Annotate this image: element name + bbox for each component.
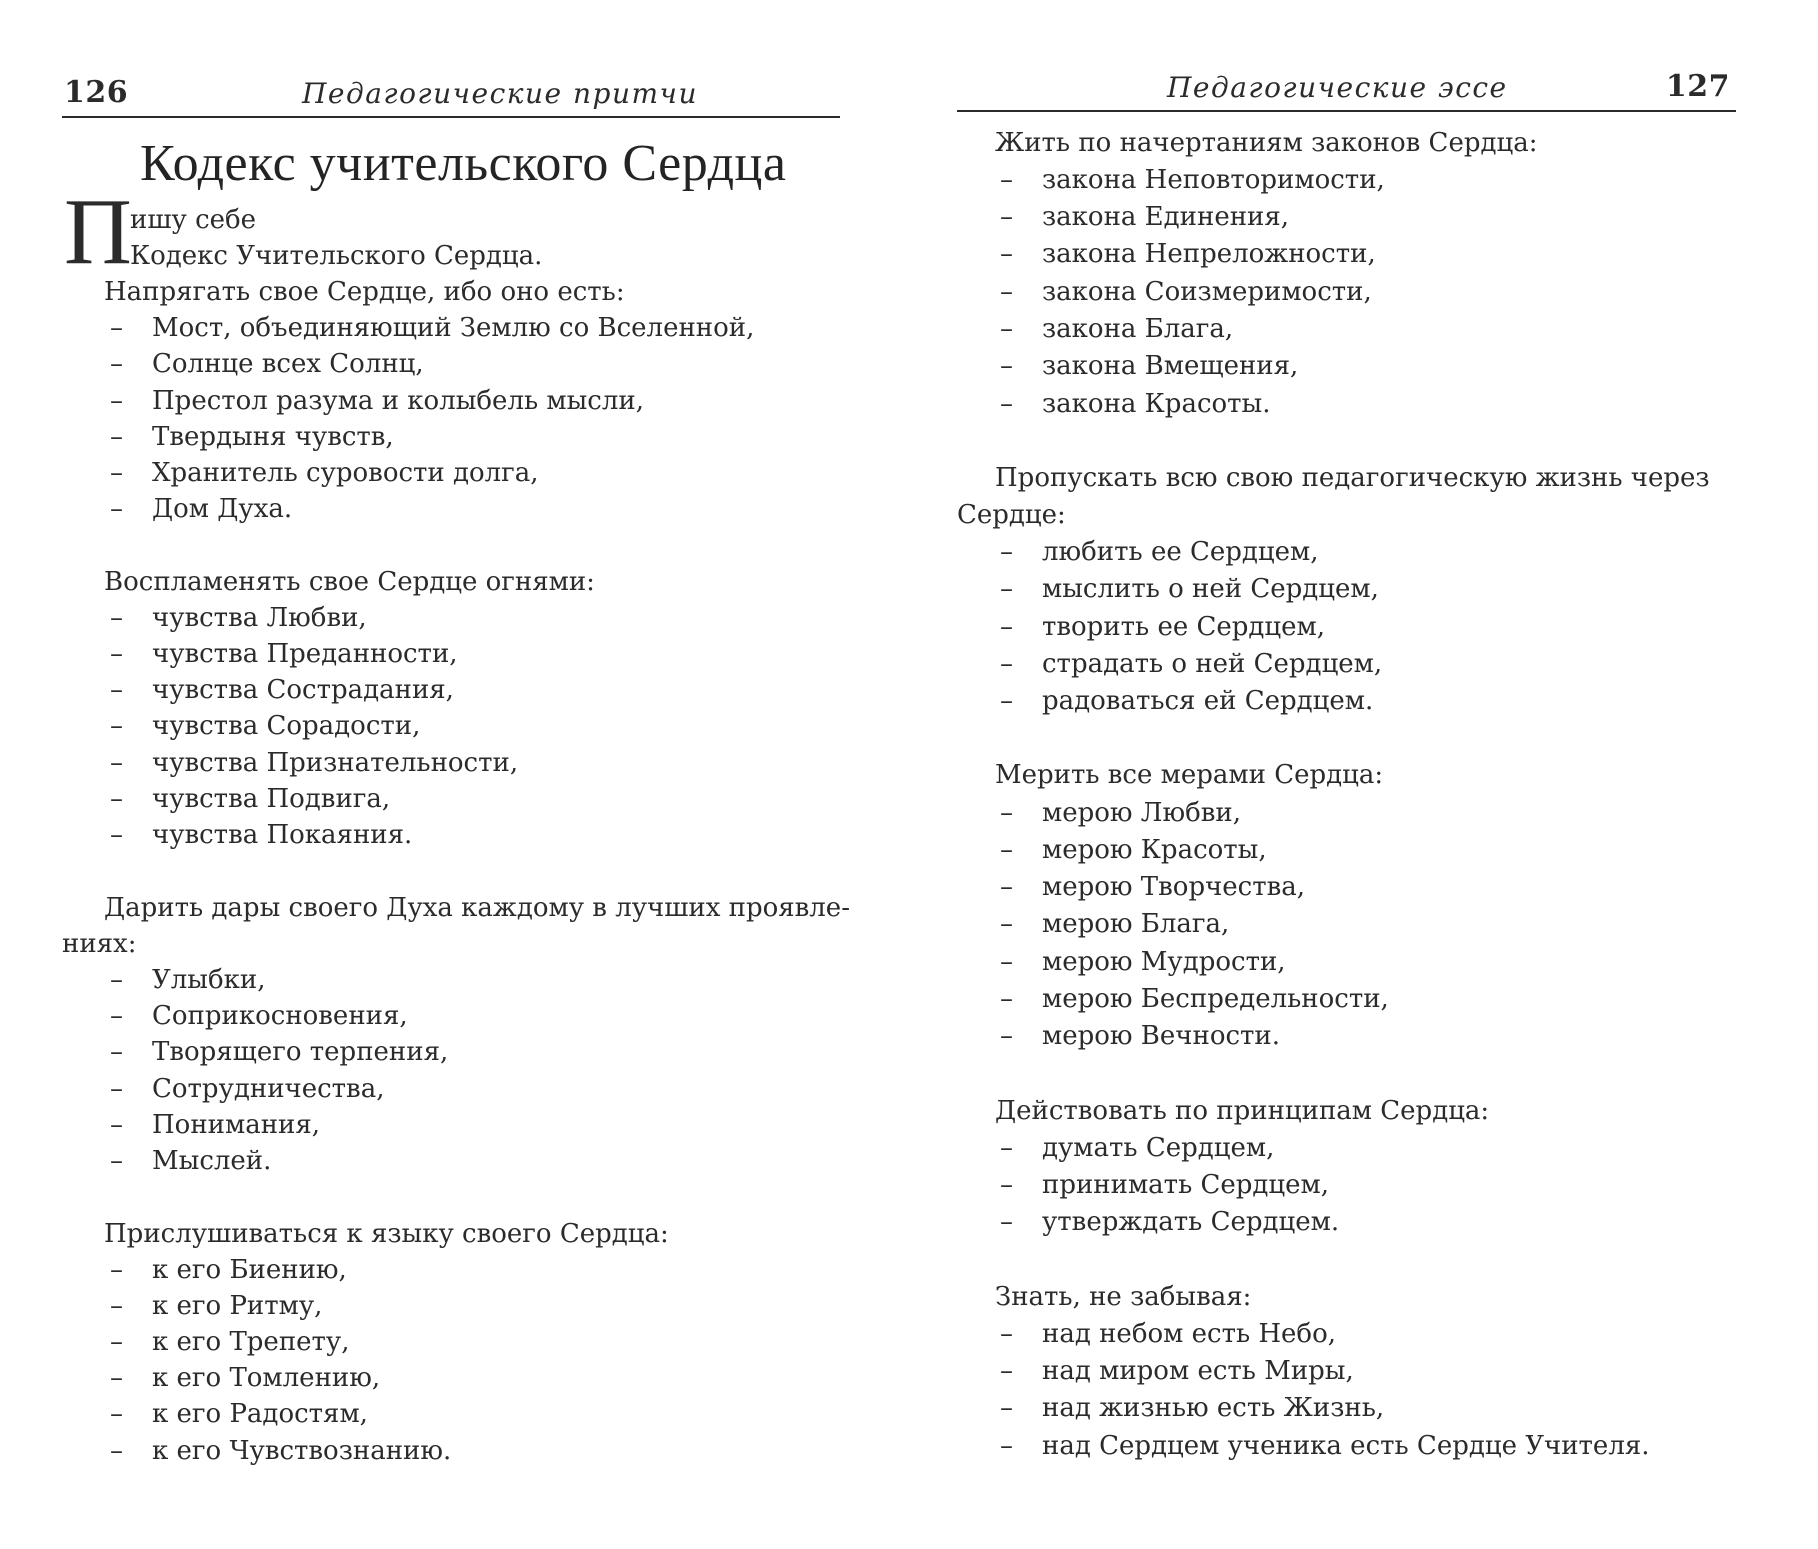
dash: –	[110, 422, 123, 452]
dash: –	[110, 965, 123, 995]
list-item-text: к его Ритму,	[152, 1291, 323, 1321]
list-item	[1000, 572, 1379, 606]
list-item-text: радоваться ей Сердцем.	[1042, 686, 1374, 716]
right-page	[940, 0, 1818, 1549]
list-item	[110, 1361, 380, 1395]
dash: –	[110, 784, 123, 814]
list-item	[110, 746, 518, 780]
dash: –	[1000, 909, 1013, 939]
dash: –	[110, 675, 123, 705]
list-item	[1000, 1354, 1354, 1388]
list-item	[110, 818, 412, 852]
dash: –	[1000, 537, 1013, 567]
list-item	[1000, 387, 1271, 421]
list-item-text: мыслить о ней Сердцем,	[1042, 574, 1379, 604]
dash: –	[1000, 686, 1013, 716]
list-item-text: принимать Сердцем,	[1042, 1170, 1330, 1200]
list-item-text: над небом есть Небо,	[1042, 1319, 1336, 1349]
dash: –	[110, 349, 123, 379]
list-item	[1000, 200, 1289, 234]
list-item	[1000, 982, 1389, 1016]
right-running-head	[957, 58, 1736, 112]
list-item	[1000, 535, 1319, 569]
list-item	[110, 601, 367, 635]
list-item	[1000, 1019, 1280, 1053]
list-item-text: любить ее Сердцем,	[1042, 537, 1319, 567]
list-item-text: закона Блага,	[1042, 314, 1234, 344]
intro-line: Кодекс Учительского Сердца.	[130, 241, 543, 271]
chapter-title: Кодекс учительского Сердца	[140, 135, 787, 192]
list-item	[110, 782, 390, 816]
dash: –	[1000, 165, 1013, 195]
list-item	[110, 1325, 349, 1359]
list-item	[110, 1434, 451, 1468]
list-item	[1000, 312, 1233, 346]
list-item	[110, 1289, 322, 1323]
list-item	[1000, 1131, 1274, 1165]
list-item	[1000, 237, 1376, 271]
list-item	[1000, 163, 1385, 197]
list-item	[1000, 1205, 1339, 1239]
dash: –	[110, 639, 123, 669]
list-item-text: мерою Блага,	[1042, 909, 1230, 939]
list-item	[110, 673, 454, 707]
list-item-text: Улыбки,	[152, 965, 266, 995]
list-item	[110, 420, 394, 454]
dash: –	[110, 1363, 123, 1393]
dash: –	[1000, 239, 1013, 269]
block-heading: Воспламенять свое Сердце огнями:	[104, 567, 595, 597]
dash: –	[110, 313, 123, 343]
list-item-text: Твердыня чувств,	[152, 422, 394, 452]
dash: –	[110, 1436, 123, 1466]
list-item-text: закона Непреложности,	[1042, 239, 1376, 269]
list-item	[110, 1108, 320, 1142]
block-heading: Жить по начертаниям законов Сердца:	[995, 128, 1538, 158]
dash: –	[110, 603, 123, 633]
list-item	[110, 1253, 347, 1287]
dash: –	[1000, 389, 1013, 419]
dash: –	[110, 1001, 123, 1031]
list-item-text: творить ее Сердцем,	[1042, 612, 1326, 642]
list-item-text: Дом Духа.	[152, 494, 293, 524]
left-running-title: Педагогические притчи	[302, 77, 699, 110]
list-item-text: думать Сердцем,	[1042, 1133, 1275, 1163]
dash: –	[1000, 1431, 1013, 1461]
list-item	[110, 1072, 384, 1106]
list-item	[110, 1144, 271, 1178]
list-item-text: мерою Мудрости,	[1042, 947, 1286, 977]
list-item-text: утверждать Сердцем.	[1042, 1207, 1340, 1237]
dash: –	[110, 1074, 123, 1104]
list-item	[1000, 833, 1267, 867]
list-item	[110, 709, 420, 743]
drop-cap: П	[64, 180, 132, 284]
dash: –	[1000, 574, 1013, 604]
dash: –	[110, 1146, 123, 1176]
dash: –	[1000, 1393, 1013, 1423]
list-item-text: над миром есть Миры,	[1042, 1356, 1354, 1386]
dash: –	[110, 711, 123, 741]
list-item-text: к его Трепету,	[152, 1327, 350, 1357]
left-page-number: 126	[64, 75, 129, 110]
dash: –	[1000, 835, 1013, 865]
dash: –	[1000, 1133, 1013, 1163]
list-item-text: чувства Подвига,	[152, 784, 391, 814]
right-page-number: 127	[1665, 69, 1730, 104]
list-item	[1000, 907, 1229, 941]
list-item	[110, 384, 644, 418]
block-heading: Пропускать всю свою педагогическую жизнь через	[995, 463, 1710, 493]
dash: –	[1000, 1319, 1013, 1349]
list-item	[1000, 796, 1241, 830]
list-item	[110, 1035, 448, 1069]
list-item-text: мерою Беспредельности,	[1042, 984, 1389, 1014]
list-item-text: Соприкосновения,	[152, 1001, 408, 1031]
dash: –	[1000, 202, 1013, 232]
list-item-text: мерою Творчества,	[1042, 872, 1306, 902]
dash: –	[110, 386, 123, 416]
dash: –	[1000, 798, 1013, 828]
list-item-text: Творящего терпения,	[152, 1037, 449, 1067]
dash: –	[1000, 947, 1013, 977]
list-item-text: закона Единения,	[1042, 202, 1290, 232]
list-item-text: Солнце всех Солнц,	[152, 349, 424, 379]
dash: –	[110, 1255, 123, 1285]
dash: –	[1000, 1356, 1013, 1386]
block-heading: Напрягать свое Сердце, ибо оно есть:	[104, 277, 625, 307]
dash: –	[110, 1327, 123, 1357]
list-item	[1000, 870, 1305, 904]
dash: –	[110, 458, 123, 488]
list-item-text: Мыслей.	[152, 1146, 272, 1176]
list-item-text: чувства Покаяния.	[152, 820, 413, 850]
dash: –	[1000, 351, 1013, 381]
list-item	[1000, 275, 1372, 309]
list-item-text: мерою Красоты,	[1042, 835, 1267, 865]
block-heading: Дарить дары своего Духа каждому в лучших проявле-	[104, 893, 850, 923]
right-running-title: Педагогические эссе	[1167, 71, 1508, 104]
dash: –	[110, 494, 123, 524]
list-item-text: чувства Любви,	[152, 603, 367, 633]
dash: –	[1000, 984, 1013, 1014]
list-item	[110, 1397, 368, 1431]
dash: –	[1000, 1021, 1013, 1051]
list-item-text: чувства Признательности,	[152, 748, 519, 778]
dash: –	[110, 748, 123, 778]
list-item-text: Престол разума и колыбель мысли,	[152, 386, 644, 416]
list-item	[1000, 1317, 1336, 1351]
list-item	[1000, 945, 1286, 979]
list-item	[110, 492, 292, 526]
block-heading-continuation: Сердце:	[957, 500, 1066, 530]
list-item-text: чувства Преданности,	[152, 639, 458, 669]
list-item	[1000, 349, 1298, 383]
list-item-text: чувства Сорадости,	[152, 711, 421, 741]
block-heading: Действовать по принципам Сердца:	[995, 1096, 1490, 1126]
list-item	[110, 637, 458, 671]
list-item-text: Понимания,	[152, 1110, 321, 1140]
dash: –	[1000, 649, 1013, 679]
list-item-text: закона Вмещения,	[1042, 351, 1299, 381]
dash: –	[1000, 1170, 1013, 1200]
block-heading: Знать, не забывая:	[995, 1282, 1252, 1312]
dash: –	[1000, 872, 1013, 902]
intro-line: ишу себе	[130, 205, 257, 235]
dash: –	[1000, 277, 1013, 307]
block-heading-continuation: ниях:	[62, 929, 137, 959]
list-item	[110, 963, 266, 997]
list-item	[1000, 1429, 1650, 1463]
list-item-text: над Сердцем ученика есть Сердце Учителя.	[1042, 1431, 1650, 1461]
dash: –	[110, 820, 123, 850]
list-item-text: мерою Вечности.	[1042, 1021, 1281, 1051]
dash: –	[1000, 1207, 1013, 1237]
list-item-text: Мост, объединяющий Землю со Вселенной,	[152, 313, 755, 343]
left-page	[0, 0, 880, 1549]
list-item-text: чувства Сострадания,	[152, 675, 454, 705]
list-item-text: Сотрудничества,	[152, 1074, 385, 1104]
list-item-text: над жизнью есть Жизнь,	[1042, 1393, 1385, 1423]
block-heading: Прислушиваться к языку своего Сердца:	[104, 1219, 669, 1249]
list-item	[110, 999, 408, 1033]
dash: –	[110, 1291, 123, 1321]
list-item-text: закона Соизмеримости,	[1042, 277, 1372, 307]
list-item	[1000, 1168, 1329, 1202]
list-item	[110, 311, 754, 345]
list-item-text: мерою Любви,	[1042, 798, 1242, 828]
list-item-text: страдать о ней Сердцем,	[1042, 649, 1383, 679]
dash: –	[110, 1399, 123, 1429]
dash: –	[1000, 612, 1013, 642]
list-item-text: к его Чувствознанию.	[152, 1436, 452, 1466]
list-item-text: закона Неповторимости,	[1042, 165, 1385, 195]
dash: –	[110, 1110, 123, 1140]
list-item	[1000, 684, 1373, 718]
list-item-text: к его Томлению,	[152, 1363, 381, 1393]
block-heading: Мерить все мерами Сердца:	[995, 760, 1384, 790]
left-running-head	[62, 64, 840, 118]
list-item-text: к его Биению,	[152, 1255, 347, 1285]
list-item	[110, 347, 424, 381]
list-item-text: Хранитель суровости долга,	[152, 458, 539, 488]
dash: –	[110, 1037, 123, 1067]
list-item	[110, 456, 539, 490]
list-item	[1000, 610, 1325, 644]
list-item-text: закона Красоты.	[1042, 389, 1271, 419]
list-item	[1000, 1391, 1384, 1425]
list-item	[1000, 647, 1382, 681]
list-item-text: к его Радостям,	[152, 1399, 368, 1429]
dash: –	[1000, 314, 1013, 344]
